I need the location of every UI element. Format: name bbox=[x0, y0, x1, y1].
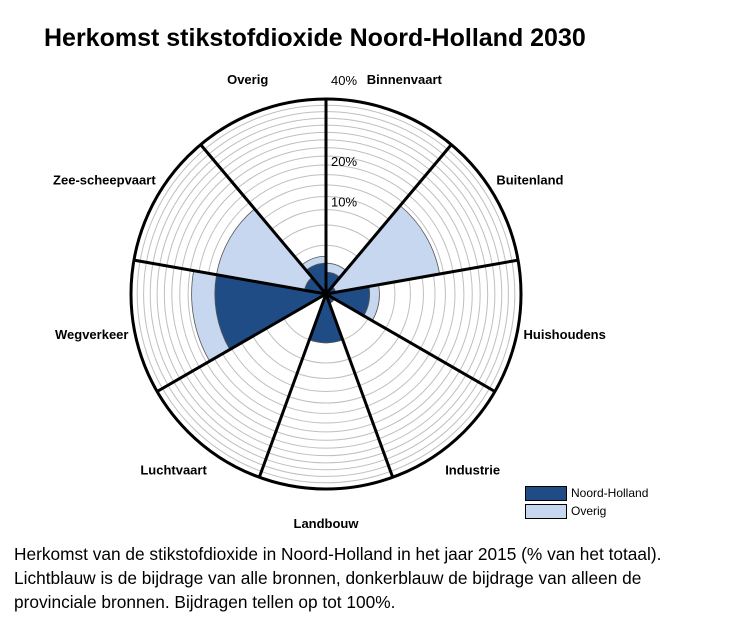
category-label-industrie: Industrie bbox=[445, 462, 501, 478]
category-label-wegverkeer: Wegverkeer bbox=[54, 326, 129, 342]
legend-label-noord-holland: Noord-Holland bbox=[571, 486, 649, 500]
tick-label-10: 10% bbox=[330, 194, 358, 210]
legend-label-overig: Overig bbox=[571, 504, 607, 518]
caption-line-3: provinciale bronnen. Bijdragen tellen op tot 100%. bbox=[14, 592, 396, 612]
tick-label-20: 20% bbox=[330, 154, 358, 170]
legend bbox=[525, 484, 648, 520]
category-label-buitenland: Buitenland bbox=[496, 172, 564, 188]
legend-swatch-overig bbox=[525, 504, 567, 519]
category-label-landbouw: Landbouw bbox=[293, 516, 359, 531]
category-label-zee-scheepvaart: Zee-scheepvaart bbox=[53, 172, 156, 188]
category-label-huishoudens: Huishoudens bbox=[523, 326, 606, 342]
category-label-binnenvaart: Binnenvaart bbox=[366, 71, 442, 87]
tick-label-40: 40% bbox=[330, 73, 358, 88]
legend-item-noord-holland bbox=[525, 484, 648, 502]
legend-item-overig bbox=[525, 502, 648, 520]
legend-swatch-noord-holland bbox=[525, 486, 567, 501]
chart-title: Herkomst stikstofdioxide Noord-Holland 2030 bbox=[44, 24, 586, 52]
category-label-overig: Overig bbox=[227, 71, 269, 87]
caption-line-1: Herkomst van de stikstofdioxide in Noord-Holland in het jaar 2015 (% van het totaal). bbox=[14, 544, 662, 564]
caption-line-2: Lichtblauw is de bijdrage van alle bronnen, donkerblauw de bijdrage van alleen de bbox=[14, 568, 642, 588]
figure-caption bbox=[14, 542, 729, 614]
category-label-luchtvaart: Luchtvaart bbox=[140, 462, 207, 478]
